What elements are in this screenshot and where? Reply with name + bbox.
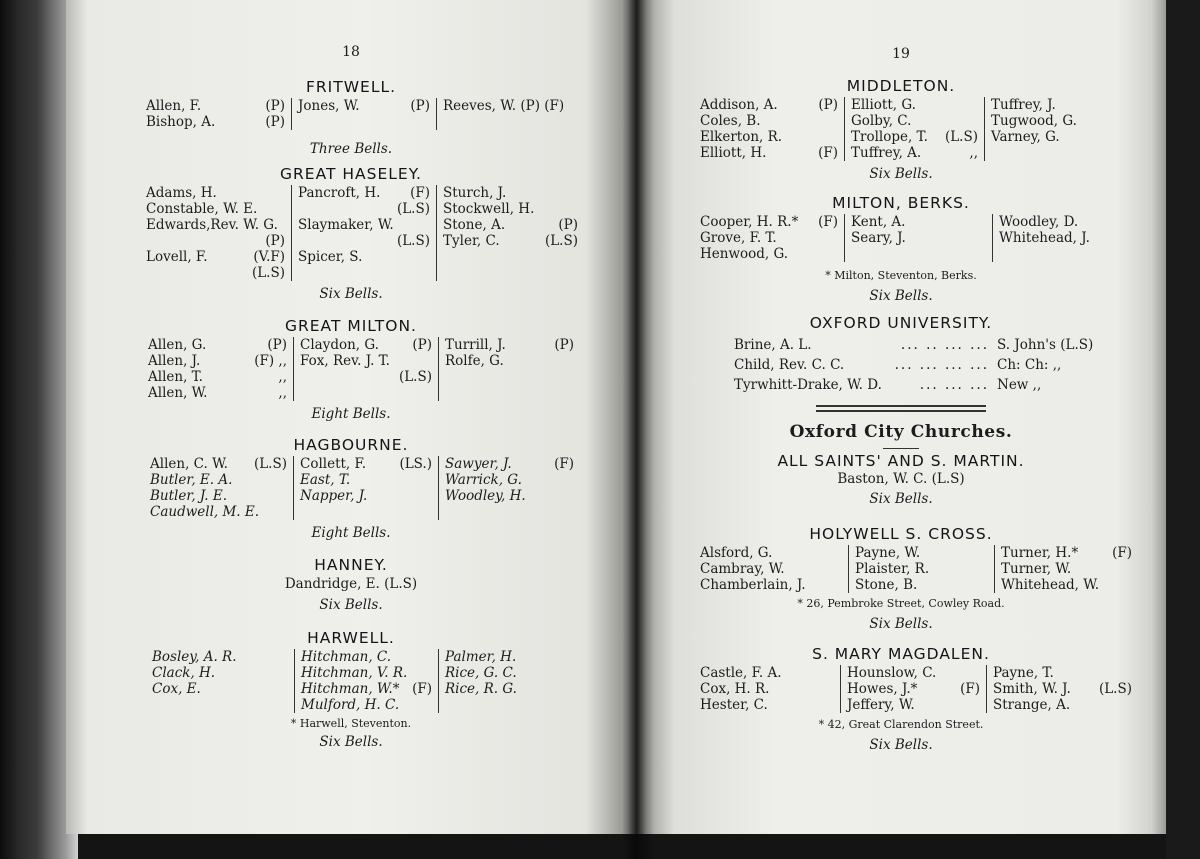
entry-note: (F) bbox=[554, 456, 574, 472]
entry-name: Tuffrey, J. bbox=[991, 97, 1056, 113]
section-title: ALL SAINTS' AND S. MARTIN. bbox=[777, 452, 1025, 470]
column-1 bbox=[148, 337, 293, 401]
section-title: HAGBOURNE. bbox=[293, 436, 409, 454]
column-1 bbox=[146, 98, 291, 130]
column-1 bbox=[700, 214, 844, 262]
section-title: MILTON, BERKS. bbox=[832, 194, 970, 212]
name-entry bbox=[150, 504, 287, 520]
name-entry bbox=[700, 214, 838, 230]
entry-note: (L.S) bbox=[253, 456, 287, 472]
entry-name: Whitehead, J. bbox=[999, 230, 1090, 246]
name-entry bbox=[445, 456, 574, 472]
entry-name: Tuffrey, A. bbox=[851, 145, 922, 161]
column-3 bbox=[986, 665, 1138, 713]
entry-name: Cambray, W. bbox=[700, 561, 785, 577]
entry-name: Stockwell, H. bbox=[443, 201, 535, 217]
entry-name: Plaister, R. bbox=[855, 561, 930, 577]
name-entry bbox=[146, 233, 285, 249]
city-churches-heading bbox=[636, 424, 1166, 440]
name-entry bbox=[146, 265, 285, 281]
university-entry bbox=[734, 335, 989, 355]
name-entry bbox=[445, 353, 574, 369]
entry-name: Bosley, A. R. bbox=[152, 649, 237, 665]
section-fritwell bbox=[66, 78, 636, 157]
name-entry bbox=[443, 98, 580, 114]
entry-note: (P) bbox=[267, 337, 287, 353]
name-columns bbox=[66, 337, 636, 401]
entry-name: Payne, T. bbox=[993, 665, 1054, 681]
entry-note: (L.S) bbox=[544, 233, 578, 249]
name-entry bbox=[146, 249, 285, 265]
footnote: * Harwell, Steventon. bbox=[290, 717, 412, 730]
name-entry bbox=[700, 561, 842, 577]
name-entry bbox=[443, 233, 578, 249]
entry-name: Cox, E. bbox=[152, 681, 201, 697]
entry-note: (P) bbox=[558, 217, 578, 233]
name-entry bbox=[298, 98, 430, 114]
column-1 bbox=[152, 649, 294, 713]
right-page bbox=[636, 0, 1166, 834]
section-title: GREAT MILTON. bbox=[284, 317, 417, 335]
entry-name: Rice, G. C. bbox=[445, 665, 517, 681]
entry-name: Allen, G. bbox=[148, 337, 207, 353]
entry-name: Adams, H. bbox=[146, 185, 217, 201]
name-columns bbox=[66, 98, 636, 130]
heading-text: Oxford City Churches. bbox=[789, 422, 1013, 442]
entry-college: New ,, bbox=[997, 377, 1042, 393]
name-columns bbox=[66, 649, 636, 713]
page-number: 18 bbox=[342, 44, 360, 60]
name-entry bbox=[150, 456, 287, 472]
entry-name: Stone, B. bbox=[855, 577, 918, 593]
name-entry bbox=[993, 681, 1132, 697]
name-entry bbox=[298, 201, 430, 217]
name-entry bbox=[301, 649, 432, 665]
entry-name: Bishop, A. bbox=[146, 114, 216, 130]
name-entry bbox=[148, 337, 287, 353]
name-entry bbox=[1001, 561, 1132, 577]
entry-note: (LS.) bbox=[399, 456, 432, 472]
column-2 bbox=[291, 98, 436, 130]
entry-name: Coles, B. bbox=[700, 113, 761, 129]
divider bbox=[816, 405, 986, 412]
name-entry bbox=[851, 97, 978, 113]
name-entry bbox=[443, 185, 578, 201]
name-entry bbox=[993, 697, 1132, 713]
entry-note: (V.F) bbox=[253, 249, 285, 265]
bells-count: Six Bells. bbox=[869, 491, 933, 507]
entry-name: Hitchman, C. bbox=[301, 649, 392, 665]
leader-dots: ... .. ... ... bbox=[900, 337, 989, 353]
name-entry bbox=[855, 561, 988, 577]
bells-count: Six Bells. bbox=[869, 288, 933, 304]
entry-name: Turrill, J. bbox=[445, 337, 506, 353]
section-all-saints bbox=[636, 448, 1166, 507]
university-list bbox=[636, 335, 1166, 395]
name-entry bbox=[700, 145, 838, 161]
entry-note: (L.S) bbox=[398, 369, 432, 385]
entry-note: (P) bbox=[265, 233, 285, 249]
entry-name: Woodley, D. bbox=[999, 214, 1079, 230]
bells-count: Eight Bells. bbox=[311, 406, 391, 422]
name-entry bbox=[700, 697, 834, 713]
entry-name: Payne, W. bbox=[855, 545, 921, 561]
entry-name: Hounslow, C. bbox=[847, 665, 937, 681]
entry-name: Seary, J. bbox=[851, 230, 906, 246]
name-entry bbox=[991, 113, 1098, 129]
section-oxford-university bbox=[636, 314, 1166, 395]
name-entry bbox=[700, 577, 842, 593]
page-number: 19 bbox=[892, 46, 910, 62]
section-title: GREAT HASELEY. bbox=[280, 165, 422, 183]
entry-note: (L.S) bbox=[251, 265, 285, 281]
footnote: * Milton, Steventon, Berks. bbox=[825, 269, 977, 282]
bells-count: Six Bells. bbox=[319, 597, 383, 613]
entry-name: Hitchman, V. R. bbox=[301, 665, 408, 681]
name-entry bbox=[298, 249, 430, 265]
entry-name: Grove, F. T. bbox=[700, 230, 777, 246]
name-entry bbox=[855, 577, 988, 593]
entry-name: Alsford, G. bbox=[700, 545, 773, 561]
bells-count: Three Bells. bbox=[309, 141, 393, 157]
section-middleton bbox=[636, 77, 1166, 182]
name-entry bbox=[700, 129, 838, 145]
entry-note: (P) bbox=[554, 337, 574, 353]
entry-name: Allen, C. W. bbox=[150, 456, 228, 472]
university-row bbox=[734, 375, 1166, 395]
column-3 bbox=[438, 337, 580, 401]
name-entry bbox=[298, 217, 430, 233]
section-s-mary-magdalen bbox=[636, 645, 1166, 753]
entry-name: Turner, H.* bbox=[1001, 545, 1079, 561]
section-great-milton bbox=[66, 317, 636, 422]
entry-name: Reeves, W. (P) (F) bbox=[443, 98, 565, 114]
entry-name: Elliott, G. bbox=[851, 97, 916, 113]
university-row bbox=[734, 335, 1166, 355]
name-entry bbox=[301, 665, 432, 681]
leader-dots: ... ... ... bbox=[919, 377, 989, 393]
name-entry bbox=[146, 217, 285, 233]
name-entry bbox=[700, 230, 838, 246]
entry-name: Cooper, H. R.* bbox=[700, 214, 799, 230]
column-3 bbox=[436, 98, 586, 130]
entry-name: Warrick, G. bbox=[445, 472, 522, 488]
entry-name: Spicer, S. bbox=[298, 249, 363, 265]
section-title: S. MARY MAGDALEN. bbox=[812, 645, 990, 663]
name-entry bbox=[851, 145, 978, 161]
name-entry bbox=[700, 681, 834, 697]
entry-name: Clack, H. bbox=[152, 665, 216, 681]
university-row bbox=[734, 355, 1166, 375]
name-entry bbox=[146, 185, 285, 201]
entry-name: Butler, J. E. bbox=[150, 488, 227, 504]
name-entry bbox=[445, 337, 574, 353]
entry-name: Child, Rev. C. C. bbox=[734, 357, 845, 373]
entry-name: Hitchman, W.* bbox=[301, 681, 400, 697]
column-3 bbox=[992, 214, 1112, 262]
section-title: HARWELL. bbox=[307, 629, 395, 647]
entry-name: Constable, W. E. bbox=[146, 201, 258, 217]
entry-note: ,, bbox=[278, 385, 287, 401]
entry-name: Pancroft, H. bbox=[298, 185, 381, 201]
name-entry bbox=[152, 665, 288, 681]
column-2 bbox=[840, 665, 986, 713]
column-3 bbox=[438, 649, 578, 713]
footnote: * 42, Great Clarendon Street. bbox=[818, 718, 984, 731]
footnote: * 26, Pembroke Street, Cowley Road. bbox=[797, 597, 1005, 610]
section-title: OXFORD UNIVERSITY. bbox=[809, 314, 993, 332]
entry-name: Palmer, H. bbox=[445, 649, 517, 665]
entry-name: Whitehead, W. bbox=[1001, 577, 1100, 593]
entry-name: Allen, F. bbox=[146, 98, 202, 114]
entry-name: Fox, Rev. J. T. bbox=[300, 353, 390, 369]
entry-name: Kent, A. bbox=[851, 214, 906, 230]
entry-name: Tugwood, G. bbox=[991, 113, 1077, 129]
name-entry bbox=[298, 233, 430, 249]
column-1 bbox=[150, 456, 293, 520]
name-entry bbox=[991, 129, 1098, 145]
short-rule bbox=[883, 448, 919, 449]
entry-name: Jones, W. bbox=[298, 98, 360, 114]
entry-name: Howes, J.* bbox=[847, 681, 918, 697]
name-entry bbox=[301, 697, 432, 713]
name-columns bbox=[636, 214, 1166, 262]
entry-name: Castle, F. A. bbox=[700, 665, 782, 681]
name-entry bbox=[991, 97, 1098, 113]
name-line: Dandridge, E. (L.S) bbox=[284, 576, 418, 592]
section-harwell bbox=[66, 629, 636, 750]
entry-name: Smith, W. J. bbox=[993, 681, 1071, 697]
name-entry bbox=[300, 369, 432, 385]
section-great-haseley bbox=[66, 165, 636, 302]
entry-note: (L.S) bbox=[396, 201, 430, 217]
entry-name: Sturch, J. bbox=[443, 185, 507, 201]
name-entry bbox=[847, 697, 980, 713]
entry-name: Butler, E. A. bbox=[150, 472, 233, 488]
entry-name: Stone, A. bbox=[443, 217, 506, 233]
entry-note: (P) bbox=[818, 97, 838, 113]
entry-name: Addison, A. bbox=[700, 97, 778, 113]
bells-count: Six Bells. bbox=[319, 286, 383, 302]
column-1 bbox=[700, 97, 844, 161]
university-entry bbox=[734, 355, 989, 375]
name-entry bbox=[148, 385, 287, 401]
column-2 bbox=[844, 214, 992, 262]
column-2 bbox=[293, 337, 438, 401]
section-holywell bbox=[636, 525, 1166, 632]
name-columns bbox=[636, 97, 1166, 161]
entry-note: (F) bbox=[1112, 545, 1132, 561]
name-entry bbox=[445, 472, 574, 488]
entry-note: (F) bbox=[818, 145, 838, 161]
name-entry bbox=[443, 201, 578, 217]
entry-name: Allen, J. bbox=[148, 353, 201, 369]
double-rule bbox=[636, 405, 1166, 412]
name-entry bbox=[445, 665, 572, 681]
name-entry bbox=[851, 214, 986, 230]
name-entry bbox=[300, 353, 432, 369]
name-entry bbox=[152, 681, 288, 697]
name-entry bbox=[443, 217, 578, 233]
entry-name: Slaymaker, W. bbox=[298, 217, 394, 233]
entry-name: Tyrwhitt-Drake, W. D. bbox=[734, 377, 882, 393]
name-entry bbox=[1001, 577, 1132, 593]
column-1 bbox=[700, 545, 848, 593]
entry-name: Lovell, F. bbox=[146, 249, 208, 265]
name-entry bbox=[999, 214, 1106, 230]
name-entry bbox=[851, 230, 986, 246]
column-1 bbox=[146, 185, 291, 281]
bells-count: Six Bells. bbox=[319, 734, 383, 750]
name-entry bbox=[300, 472, 432, 488]
name-line: Baston, W. C. (L.S) bbox=[837, 471, 965, 487]
entry-name: Trollope, T. bbox=[851, 129, 928, 145]
leader-dots: ... ... ... ... bbox=[894, 357, 989, 373]
entry-name: Chamberlain, J. bbox=[700, 577, 806, 593]
name-entry bbox=[700, 97, 838, 113]
entry-name: East, T. bbox=[300, 472, 351, 488]
column-1 bbox=[700, 665, 840, 713]
name-entry bbox=[148, 369, 287, 385]
name-entry bbox=[847, 681, 980, 697]
section-hanney bbox=[66, 556, 636, 613]
section-hagbourne bbox=[66, 436, 636, 541]
entry-name: Hester, C. bbox=[700, 697, 768, 713]
section-title: HOLYWELL S. CROSS. bbox=[809, 525, 993, 543]
name-entry bbox=[300, 337, 432, 353]
name-entry bbox=[301, 681, 432, 697]
entry-name: Rice, R. G. bbox=[445, 681, 517, 697]
entry-note: (L.S) bbox=[944, 129, 978, 145]
name-entry bbox=[150, 472, 287, 488]
entry-name: Sawyer, J. bbox=[445, 456, 512, 472]
section-title: HANNEY. bbox=[314, 556, 388, 574]
name-columns bbox=[66, 185, 636, 281]
university-entry bbox=[734, 375, 989, 395]
entry-name: Golby, C. bbox=[851, 113, 912, 129]
entry-note: (P) bbox=[265, 98, 285, 114]
entry-name: Woodley, H. bbox=[445, 488, 526, 504]
column-2 bbox=[844, 97, 984, 161]
name-entry bbox=[148, 353, 287, 369]
column-3 bbox=[984, 97, 1104, 161]
entry-name: Jeffery, W. bbox=[847, 697, 915, 713]
entry-name: Claydon, G. bbox=[300, 337, 379, 353]
column-2 bbox=[294, 649, 438, 713]
entry-note: (P) bbox=[410, 98, 430, 114]
bells-count: Six Bells. bbox=[869, 166, 933, 182]
section-milton-berks bbox=[636, 194, 1166, 304]
entry-note: (F) bbox=[818, 214, 838, 230]
name-entry bbox=[146, 98, 285, 114]
name-entry bbox=[445, 681, 572, 697]
entry-name: Henwood, G. bbox=[700, 246, 789, 262]
entry-name: Tyler, C. bbox=[443, 233, 500, 249]
entry-name: Varney, G. bbox=[991, 129, 1060, 145]
name-columns bbox=[636, 545, 1166, 593]
column-2 bbox=[293, 456, 438, 520]
name-entry bbox=[300, 456, 432, 472]
entry-name: Strange, A. bbox=[993, 697, 1071, 713]
entry-name: Caudwell, M. E. bbox=[150, 504, 260, 520]
bells-count: Eight Bells. bbox=[311, 525, 391, 541]
name-columns bbox=[66, 456, 636, 520]
column-3 bbox=[436, 185, 584, 281]
left-page bbox=[66, 0, 636, 834]
entry-note: (P) bbox=[412, 337, 432, 353]
column-3 bbox=[994, 545, 1138, 593]
name-entry bbox=[700, 113, 838, 129]
entry-name: Allen, W. bbox=[148, 385, 208, 401]
entry-name: Elkerton, R. bbox=[700, 129, 783, 145]
entry-name: Brine, A. L. bbox=[734, 337, 812, 353]
entry-college: S. John's (L.S) bbox=[997, 337, 1094, 353]
name-entry bbox=[445, 649, 572, 665]
entry-name: Elliott, H. bbox=[700, 145, 767, 161]
entry-name: Edwards,Rev. W. G. bbox=[146, 217, 278, 233]
name-entry bbox=[993, 665, 1132, 681]
entry-note: ,, bbox=[278, 369, 287, 385]
name-entry bbox=[150, 488, 287, 504]
name-entry bbox=[298, 185, 430, 201]
entry-note: (F) bbox=[960, 681, 980, 697]
name-columns bbox=[636, 665, 1166, 713]
name-entry bbox=[855, 545, 988, 561]
name-entry bbox=[851, 129, 978, 145]
entry-name: Napper, J. bbox=[300, 488, 368, 504]
name-entry bbox=[146, 201, 285, 217]
name-entry bbox=[152, 649, 288, 665]
bells-count: Six Bells. bbox=[869, 737, 933, 753]
name-entry bbox=[999, 230, 1106, 246]
entry-name: Turner, W. bbox=[1001, 561, 1072, 577]
entry-note: (F) bbox=[412, 681, 432, 697]
section-title: MIDDLETON. bbox=[846, 77, 956, 95]
entry-name: Collett, F. bbox=[300, 456, 367, 472]
entry-name: Mulford, H. C. bbox=[301, 697, 400, 713]
entry-name: Allen, T. bbox=[148, 369, 203, 385]
entry-name: Rolfe, G. bbox=[445, 353, 504, 369]
entry-note: (P) bbox=[265, 114, 285, 130]
name-entry bbox=[146, 114, 285, 130]
entry-name: Cox, H. R. bbox=[700, 681, 770, 697]
entry-note: ,, bbox=[969, 145, 978, 161]
background-edge bbox=[1166, 0, 1200, 859]
entry-note: (L.S) bbox=[396, 233, 430, 249]
name-entry bbox=[847, 665, 980, 681]
column-2 bbox=[291, 185, 436, 281]
name-entry bbox=[445, 488, 574, 504]
name-entry bbox=[700, 246, 838, 262]
bells-count: Six Bells. bbox=[869, 616, 933, 632]
entry-note: (F) ,, bbox=[254, 353, 287, 369]
column-3 bbox=[438, 456, 580, 520]
section-title: FRITWELL. bbox=[305, 78, 397, 96]
entry-college: Ch: Ch: ,, bbox=[997, 357, 1062, 373]
name-entry bbox=[700, 665, 834, 681]
name-entry bbox=[300, 488, 432, 504]
name-entry bbox=[851, 113, 978, 129]
column-2 bbox=[848, 545, 994, 593]
entry-note: (F) bbox=[410, 185, 430, 201]
name-entry bbox=[700, 545, 842, 561]
name-entry bbox=[1001, 545, 1132, 561]
entry-note: (L.S) bbox=[1098, 681, 1132, 697]
